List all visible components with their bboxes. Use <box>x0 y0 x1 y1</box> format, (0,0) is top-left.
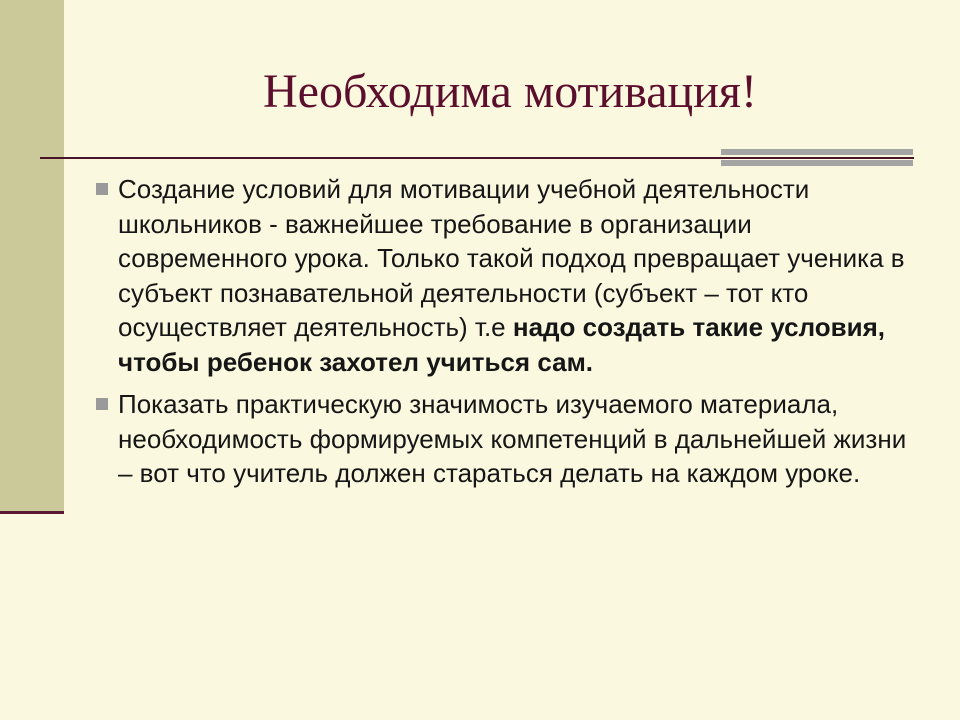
bullet-text: Показать практическую значимость изучаемого материала, необходимость формируемых компетенций в дальнейшей жизни – вот что учитель должен стараться делать на каждом уроке. <box>118 389 907 488</box>
square-bullet-icon <box>96 398 108 410</box>
bullet-item <box>96 172 916 379</box>
bullet-list <box>96 172 916 499</box>
bullet-emphasis-text: надо создать такие условия, чтобы ребенок захотел учиться сам. <box>118 312 886 377</box>
bullet-text: Создание условий для мотивации учебной деятельности школьников - важнейшее требование в организации современного урока. Только такой подход превращает ученика в субъект познавательной деятельности (субъект – тот кто осуществляет деятельность) т.е <box>118 174 905 342</box>
left-decorative-band <box>0 0 64 513</box>
slide-title: Необходима мотивация! <box>263 65 757 118</box>
title-accent-bar <box>721 149 913 166</box>
square-bullet-icon <box>96 183 108 195</box>
bullet-item <box>96 387 916 491</box>
left-band-underline <box>0 511 64 514</box>
